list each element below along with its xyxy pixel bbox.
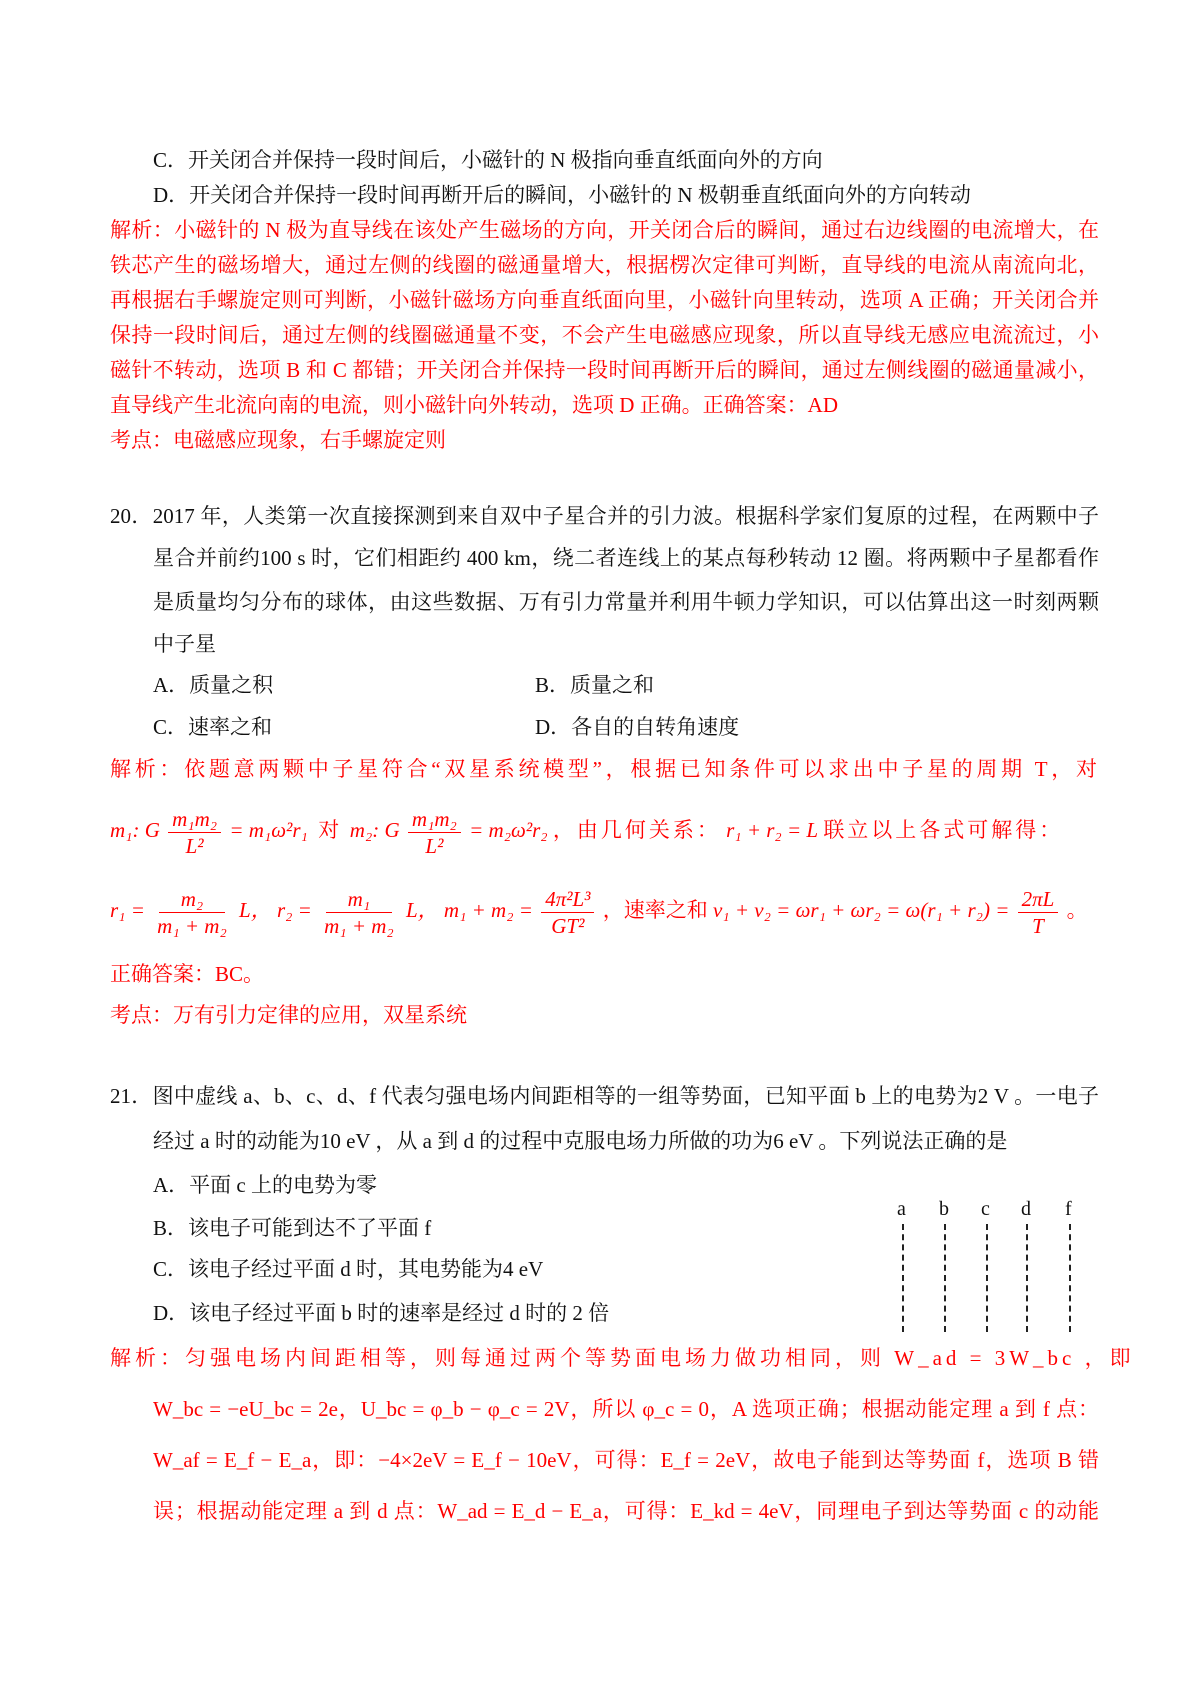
- analysis-line: 解析：小磁针的 N 极为直导线在该处产生磁场的方向，开关闭合后的瞬间，通过右边线圈的电流增大，在: [110, 218, 1099, 242]
- plane-label-b: b: [939, 1198, 949, 1220]
- stem-line: 20．2017 年，人类第一次直接探测到来自双中子星合并的引力波。根据科学家们复原的过程，在两颗中子: [110, 504, 1099, 528]
- analysis-line: W_af = E_f − E_a，即：−4×2eV = E_f − 10eV，可得：E_f = 2eV，故电子能到达等势面 f，选项 B 错: [153, 1448, 1099, 1472]
- plane-label-a: a: [897, 1198, 906, 1220]
- eq-text: L，: [239, 898, 272, 922]
- denominator: L²: [185, 833, 204, 858]
- eq-text: r₁ =: [110, 898, 145, 922]
- numerator: m₂: [159, 886, 225, 913]
- dashed-line-f: [1069, 1224, 1071, 1332]
- analysis-line: 铁芯产生的磁场增大，通过左侧的线圈的磁通量增大，根据楞次定律可判断，直导线的电流从南流向北，: [110, 253, 1099, 277]
- dashed-line-b: [944, 1224, 946, 1332]
- plane-label-d: d: [1021, 1198, 1031, 1220]
- plane-label-c: c: [981, 1198, 990, 1220]
- analysis-line: 误；根据动能定理 a 到 d 点：W_ad = E_d − E_a，可得：E_kd = 4eV，同理电子到达等势面 c 的动能: [153, 1499, 1099, 1523]
- numerator: m₁: [326, 886, 392, 913]
- stem-line: 星合并前约100 s 时，它们相距约 400 km，绕二者连线上的某点每秒转动 12 圈。将两颗中子星都看作: [153, 546, 1099, 570]
- q20-equation-2: [110, 880, 1099, 940]
- q21-option-d: D．该电子经过平面 b 时的速率是经过 d 时的 2 倍: [153, 1301, 610, 1325]
- eq-text: = m₁ω²r₁: [229, 818, 308, 842]
- eq-text: L，: [405, 898, 439, 922]
- eq-text: 对: [318, 818, 340, 842]
- numerator: 2πL: [1018, 886, 1059, 913]
- q19-option-c: C．开关闭合并保持一段时间后，小磁针的 N 极指向垂直纸面向外的方向: [153, 148, 823, 172]
- denominator: m₁ + m₂: [324, 913, 394, 938]
- eq-text: m₁: G: [110, 818, 160, 842]
- q21-option-c: C．该电子经过平面 d 时，其电势能为4 eV: [153, 1257, 544, 1281]
- option-c: C．速率之和: [153, 715, 273, 739]
- stem-line: 经过 a 时的动能为10 eV ，从 a 到 d 的过程中克服电场力所做的功为6 eV 。下列说法正确的是: [153, 1129, 1008, 1153]
- analysis-line: 磁针不转动，选项 B 和 C 都错；开关闭合并保持一段时间再断开后的瞬间，通过左侧线圈的磁通量减小，: [110, 358, 1099, 382]
- denominator: GT²: [551, 913, 585, 938]
- dashed-line-d: [1026, 1224, 1028, 1332]
- fraction: [408, 806, 461, 859]
- eq-text: v₁ + v₂ = ωr₁ + ωr₂ = ω(r₁ + r₂) =: [712, 898, 1010, 922]
- eq-text: r₂ =: [276, 898, 312, 922]
- q20-options-row2: [153, 713, 1099, 741]
- eq-text: m₁ + m₂ =: [443, 898, 533, 922]
- denominator: T: [1032, 913, 1044, 938]
- eq-text: ，速率之和: [602, 898, 708, 922]
- eq-text: 联立以上各式可解得：: [823, 818, 1064, 842]
- option-d: D．各自的自转角速度: [535, 715, 740, 739]
- analysis-line: 再根据右手螺旋定则可判断，小磁针磁场方向垂直纸面向里，小磁针向里转动，选项 A 正确；开关闭合并: [110, 288, 1099, 312]
- fraction: [168, 806, 221, 859]
- plane-label-f: f: [1065, 1198, 1072, 1220]
- q20-point: 考点：万有引力定律的应用，双星系统: [110, 1003, 467, 1027]
- stem-line: 21．图中虚线 a、b、c、d、f 代表匀强电场内间距相等的一组等势面，已知平面 b 上的电势为2 V 。一电子: [110, 1084, 1099, 1108]
- stem-line: 中子星: [153, 632, 216, 656]
- option-a: A．质量之积: [153, 673, 274, 697]
- dashed-line-a: [902, 1224, 904, 1332]
- stem-line: 是质量均匀分布的球体，由这些数据、万有引力常量并利用牛顿力学知识，可以估算出这一时刻两颗: [153, 590, 1099, 614]
- analysis-line: 解析：匀强电场内间距相等，则每通过两个等势面电场力做功相同，则 W_ad = 3W_bc ，即: [110, 1346, 1135, 1370]
- numerator: 4π²L³: [541, 886, 594, 913]
- analysis-line: 直导线产生北流向南的电流，则小磁针向外转动，选项 D 正确。正确答案：AD: [110, 393, 838, 417]
- eq-text: m₂: G: [349, 818, 400, 842]
- fraction: [320, 886, 398, 939]
- q20-equation-1: [110, 800, 1099, 860]
- q20-analysis-intro: 解析：依题意两颗中子星符合“双星系统模型”，根据已知条件可以求出中子星的周期 T，对: [110, 757, 1099, 781]
- denominator: m₁ + m₂: [157, 913, 227, 938]
- q21-option-a: A．平面 c 上的电势为零: [153, 1173, 377, 1197]
- q20-options-row1: [153, 671, 1099, 699]
- q21-option-b: B．该电子可能到达不了平面 f: [153, 1216, 432, 1240]
- numerator: m₁m₂: [168, 806, 221, 833]
- eq-text: r₁ + r₂ = L: [726, 818, 819, 842]
- dashed-line-c: [986, 1224, 988, 1332]
- q19-point: 考点：电磁感应现象，右手螺旋定则: [110, 428, 446, 452]
- q19-option-d: D．开关闭合并保持一段时间再断开后的瞬间，小磁针的 N 极朝垂直纸面向外的方向转动: [153, 183, 971, 207]
- numerator: m₁m₂: [408, 806, 461, 833]
- fraction: [153, 886, 231, 939]
- denominator: L²: [425, 833, 444, 858]
- q20-answer: 正确答案：BC。: [110, 962, 265, 986]
- fraction: [541, 886, 594, 939]
- fraction: [1018, 886, 1059, 939]
- eq-text: = m₂ω²r₂: [469, 818, 548, 842]
- eq-text: 。: [1066, 898, 1088, 922]
- analysis-line: 保持一段时间后，通过左侧的线圈磁通量不变，不会产生电磁感应现象，所以直导线无感应电流流过，小: [110, 323, 1099, 347]
- option-b: B．质量之和: [535, 673, 655, 697]
- analysis-line: W_bc = −eU_bc = 2e，U_bc = φ_b − φ_c = 2V，所以 φ_c = 0，A 选项正确；根据动能定理 a 到 f 点：: [153, 1397, 1099, 1421]
- eq-text: ，由几何关系：: [552, 818, 721, 842]
